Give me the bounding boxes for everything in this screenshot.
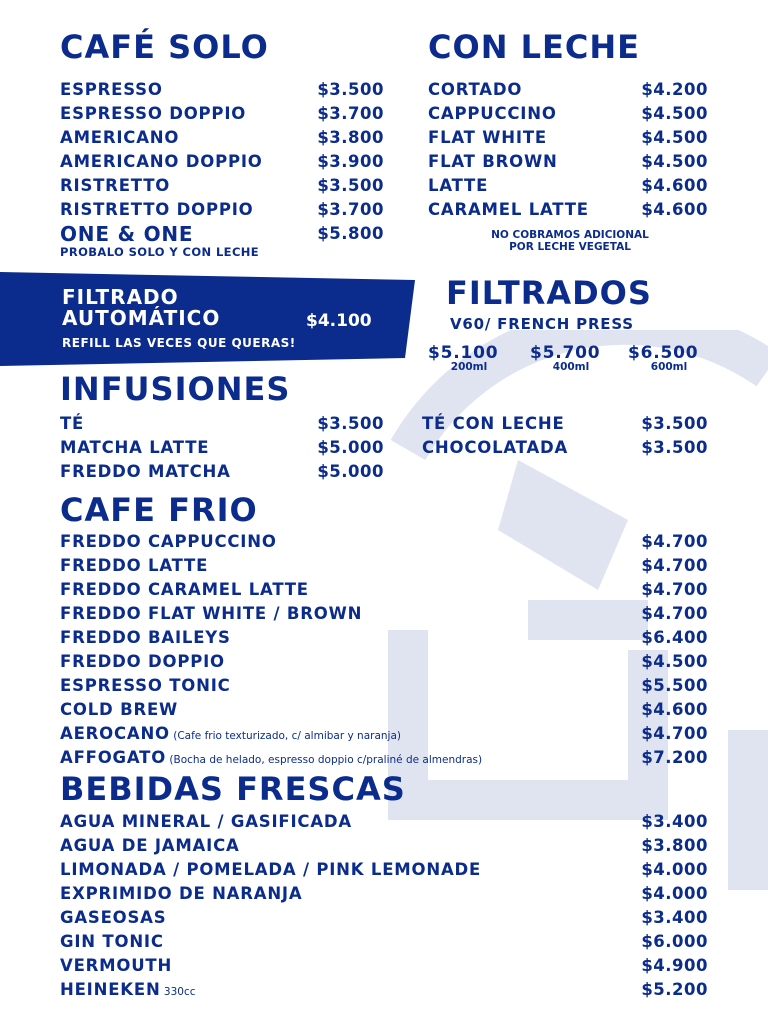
menu-item-label: TÉ CON LECHE [422,414,565,433]
menu-item-name [60,438,209,457]
section-title-cafe-solo: CAFÉ SOLO [60,28,269,66]
menu-item-name [60,532,277,551]
menu-item-price: $5.000 [317,462,384,481]
menu-item-label: ESPRESSO TONIC [60,676,231,695]
menu-item-label: FREDDO MATCHA [60,462,231,481]
menu-item-price: $4.700 [641,724,708,743]
menu-item-price: $3.800 [317,128,384,147]
menu-item-name [428,128,547,147]
menu-item-price: $3.500 [641,414,708,433]
menu-item-price: $4.700 [641,556,708,575]
vegetal-note-line1: NO COBRAMOS ADICIONAL [491,229,649,241]
menu-item-price: $4.700 [641,604,708,623]
menu-item-label: LIMONADA / POMELADA / PINK LEMONADE [60,860,482,879]
menu-item-name [60,676,231,695]
menu-item-price: $4.200 [641,80,708,99]
menu-item-price: $3.500 [641,438,708,457]
menu-item-name [60,884,302,903]
menu-item-name [60,176,170,195]
menu-item-name [60,860,481,879]
menu-item-price: $4.600 [641,176,708,195]
menu-item-label: CAPPUCCINO [428,104,557,123]
menu-item-name [60,580,309,599]
menu-item-label: FREDDO CARAMEL LATTE [60,580,309,599]
menu-item-label: CORTADO [428,80,523,99]
menu-item-name [60,932,164,951]
menu-item-price: $4.700 [641,532,708,551]
banner-title-line2: AUTOMÁTICO [62,306,221,330]
menu-item-name [60,104,246,123]
menu-item-price: $4.900 [641,956,708,975]
menu-item-label: LATTE [428,176,489,195]
menu-item-label: AFFOGATO [60,748,167,767]
menu-item-label: COLD BREW [60,700,179,719]
menu-item-name [60,700,178,719]
banner-price: $4.100 [306,311,372,331]
menu-item-label: AGUA MINERAL / GASIFICADA [60,812,352,831]
menu-item-label: ESPRESSO DOPPIO [60,104,247,123]
menu-item-price: $4.000 [641,884,708,903]
menu-item-note: (Cafe frio texturizado, c/ almibar y naranja) [169,730,401,742]
menu-item-name [428,200,589,219]
menu-item-label: RISTRETTO [60,176,171,195]
one-and-one-subtitle: PROBALO SOLO Y CON LECHE [60,245,260,259]
menu-item-note: 330cc [160,986,196,998]
menu-item-price: $3.700 [317,104,384,123]
menu-item-price: $5.000 [317,438,384,457]
menu-item-price: $4.700 [641,580,708,599]
filtrado-size-ml: 600ml [650,361,688,373]
menu-item-label: VERMOUTH [60,956,173,975]
menu-item-price: $3.700 [317,200,384,219]
menu-item-label: AEROCANO [60,724,170,743]
menu-item-price: $6.000 [641,932,708,951]
menu-item-note: (Bocha de helado, espresso doppio c/praliné de almendras) [166,754,483,766]
menu-item-label: FREDDO LATTE [60,556,209,575]
menu-item-name [428,152,558,171]
menu-item-price: $4.600 [641,200,708,219]
filtrado-size-ml: 400ml [552,361,590,373]
menu-item-name [60,80,163,99]
filtrado-size-price: $5.100 [428,343,499,363]
menu-item-price: $3.500 [317,80,384,99]
menu-item-name [60,128,179,147]
menu-item-name [60,152,263,171]
menu-item-label: CHOCOLATADA [422,438,569,457]
section-title-con-leche: CON LECHE [428,28,640,66]
menu-item-price: $5.500 [641,676,708,695]
menu-item-label: FLAT WHITE [428,128,547,147]
menu-item-name [422,438,568,457]
banner-title-line1: FILTRADO [62,285,179,309]
section-title-infusiones: INFUSIONES [60,370,291,408]
menu-item-price: $5.200 [641,980,708,999]
menu-item-label: AGUA DE JAMAICA [60,836,240,855]
section-title-bebidas-frescas: BEBIDAS FRESCAS [60,770,406,808]
menu-item-label: FREDDO CAPPUCCINO [60,532,277,551]
menu-item-name [428,104,557,123]
menu-item-price: $4.500 [641,652,708,671]
menu-item-price: $3.900 [317,152,384,171]
menu-item-price: $3.400 [641,908,708,927]
menu-item-price: $4.500 [641,104,708,123]
one-and-one-price: $5.800 [317,224,384,243]
menu-item-price: $4.500 [641,152,708,171]
menu-item-name [60,556,208,575]
menu-item-name [60,628,231,647]
section-title-cafe-frio: CAFE FRIO [60,491,258,529]
banner-subtitle: REFILL LAS VECES QUE QUERAS! [62,336,296,350]
vegetal-note-line2: POR LECHE VEGETAL [509,241,631,253]
menu-item-label: FREDDO FLAT WHITE / BROWN [60,604,363,623]
menu-item-label: MATCHA LATTE [60,438,210,457]
section-title-filtrados: FILTRADOS [446,274,652,312]
menu-item-name [60,812,352,831]
menu-item-name [428,80,522,99]
menu-item-price: $7.200 [641,748,708,767]
menu-item-price: $3.800 [641,836,708,855]
menu-item-name [422,414,565,433]
menu-item-label: AMERICANO DOPPIO [60,152,263,171]
menu-item-price: $3.500 [317,176,384,195]
menu-item-price: $3.500 [317,414,384,433]
menu-item-name [60,604,362,623]
menu-item-name [60,956,172,975]
menu-item-label: RISTRETTO DOPPIO [60,200,254,219]
menu-item-price: $4.500 [641,128,708,147]
menu-item-label: EXPRIMIDO DE NARANJA [60,884,303,903]
menu-item-label: FLAT BROWN [428,152,558,171]
menu-item-name [60,980,196,999]
menu-item-name [60,462,231,481]
menu-item-price: $6.400 [641,628,708,647]
one-and-one-name: ONE & ONE [60,222,194,246]
menu-item-label: TÉ [60,414,85,433]
menu-item-name [60,908,166,927]
filtrado-size-ml: 200ml [450,361,488,373]
menu-item-label: HEINEKEN [60,980,161,999]
menu-item-name [60,414,84,433]
menu-item-label: GIN TONIC [60,932,164,951]
menu-item-label: GASEOSAS [60,908,167,927]
menu-item-price: $3.400 [641,812,708,831]
menu-item-label: CARAMEL LATTE [428,200,589,219]
menu-item-price: $4.600 [641,700,708,719]
menu-item-label: AMERICANO [60,128,180,147]
filtrado-size-price: $5.700 [530,343,601,363]
menu-item-name [60,748,482,767]
menu-item-name [60,836,240,855]
menu-item-label: FREDDO BAILEYS [60,628,231,647]
menu-item-name [428,176,488,195]
filtrados-subtitle: V60/ FRENCH PRESS [450,315,634,333]
menu-item-name [60,724,401,743]
menu-item-label: ESPRESSO [60,80,163,99]
menu-item-price: $4.000 [641,860,708,879]
filtrado-size-price: $6.500 [628,343,699,363]
menu-item-label: FREDDO DOPPIO [60,652,225,671]
menu-item-name [60,652,225,671]
menu-item-name [60,200,254,219]
